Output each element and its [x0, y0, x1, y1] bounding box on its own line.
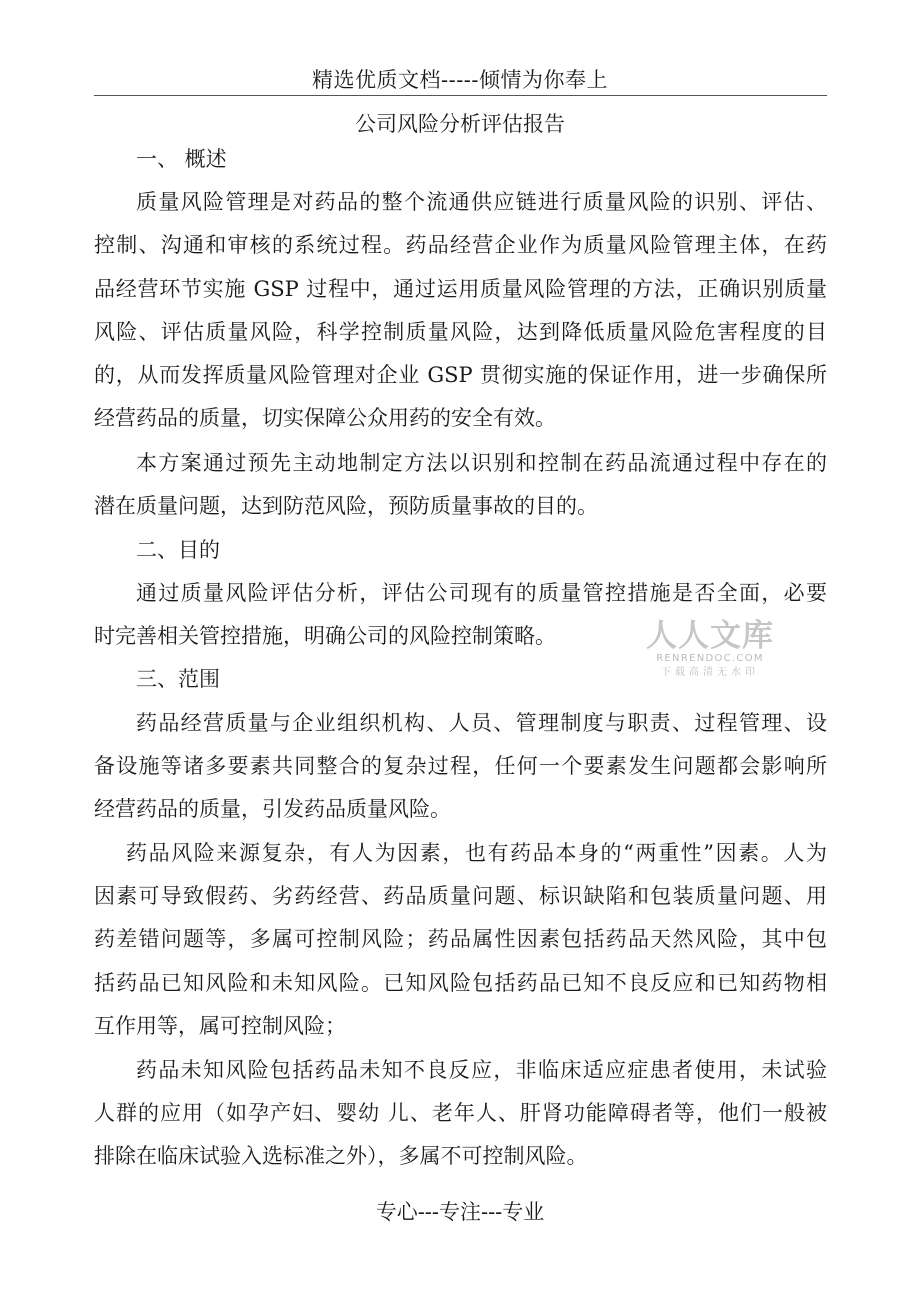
paragraph-line: 互作用等，属可控制风险；	[94, 1014, 346, 1038]
paragraph-line: 控制、沟通和审核的系统过程。药品经营企业作为质量风险管理主体，在药	[94, 233, 827, 257]
document-title: 公司风险分析评估报告	[355, 112, 565, 136]
paragraph-line: 排除在临床试验入选标准之外），多属不可控制风险。	[94, 1144, 588, 1168]
paragraph-line: 括药品已知风险和未知风险。已知风险包括药品已知不良反应和已知药物相	[94, 971, 827, 995]
paragraph-line: 人群的应用（如孕产妇、婴幼 儿、老年人、肝肾功能障碍者等，他们一般被	[94, 1101, 827, 1125]
section-heading-scope: 三、范围	[136, 667, 220, 691]
paragraph-line: 风险、评估质量风险，科学控制质量风险，达到降低质量风险危害程度的目	[94, 320, 827, 344]
paragraph-line: 的，从而发挥质量风险管理对企业 GSP 贯彻实施的保证作用，进一步确保所	[94, 363, 827, 387]
paragraph-line: 质量风险管理是对药品的整个流通供应链进行质量风险的识别、评估、	[136, 190, 827, 214]
paragraph-line: 因素可导致假药、劣药经营、药品质量问题、标识缺陷和包装质量问题、用	[94, 884, 827, 908]
paragraph-line: 备设施等诸多要素共同整合的复杂过程，任何一个要素发生问题都会影响所	[94, 754, 827, 778]
page-footer: 专心---专注---专业	[375, 1200, 545, 1224]
paragraph-line: 药差错问题等，多属可控制风险；药品属性因素包括药品天然风险，其中包	[94, 927, 827, 951]
paragraph-line: 时完善相关管控措施，明确公司的风险控制策略。	[94, 624, 556, 648]
paragraph-line: 通过质量风险评估分析，评估公司现有的质量管控措施是否全面，必要	[136, 581, 827, 605]
page-header: 精选优质文档-----倾情为你奉上	[312, 68, 608, 92]
header-divider	[94, 95, 827, 96]
paragraph-line: 药品未知风险包括药品未知不良反应，非临床适应症患者使用，未试验	[136, 1058, 827, 1082]
paragraph-line: 本方案通过预先主动地制定方法以识别和控制在药品流通过程中存在的	[136, 451, 827, 475]
watermark-domain: RENRENDOC.COM	[656, 653, 764, 664]
watermark-title: 人人文库	[646, 618, 774, 654]
paragraph-line: 药品经营质量与企业组织机构、人员、管理制度与职责、过程管理、设	[136, 711, 827, 735]
section-heading-overview: 一、 概述	[136, 147, 227, 171]
paragraph-line: 药品风险来源复杂，有人为因素，也有药品本身的“两重性”因素。人为	[126, 841, 827, 865]
paragraph-line: 经营药品的质量，切实保障公众用药的安全有效。	[94, 406, 556, 430]
watermark-subtitle: 下载高清无水印	[661, 667, 759, 678]
paragraph-line: 潜在质量问题，达到防范风险，预防质量事故的目的。	[94, 494, 598, 518]
watermark	[644, 620, 776, 686]
paragraph-line: 品经营环节实施 GSP 过程中，通过运用质量风险管理的方法，正确识别质量	[94, 277, 827, 301]
section-heading-purpose: 二、目的	[136, 538, 220, 562]
paragraph-line: 经营药品的质量，引发药品质量风险。	[94, 797, 451, 821]
